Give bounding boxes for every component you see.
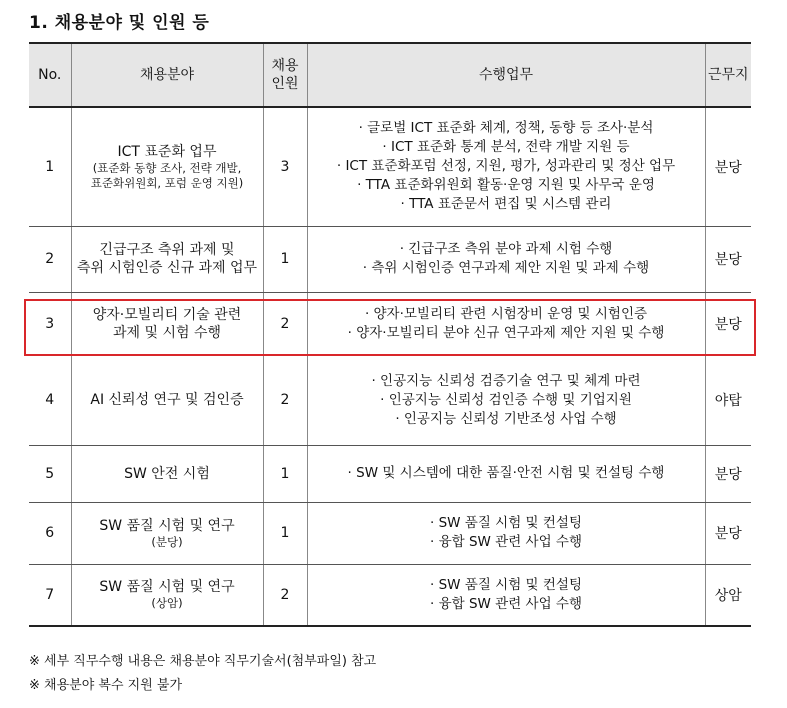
- row-number: 7: [29, 564, 71, 626]
- location-cell: 분당: [705, 445, 751, 502]
- location-cell: 분당: [705, 502, 751, 564]
- duty-item: · TTA 표준문서 편집 및 시스템 관리: [400, 196, 612, 213]
- table-row: [29, 564, 751, 626]
- headcount-cell: 1: [263, 226, 307, 292]
- row-number: 5: [29, 445, 71, 502]
- field-name-line: 측위 시험인증 신규 과제 업무: [76, 260, 258, 276]
- field-name-line: 과제 및 시험 수행: [112, 324, 222, 341]
- section-title: 1. 채용분야 및 인원 등: [29, 13, 210, 33]
- headcount-cell: 2: [263, 292, 307, 355]
- duty-item: · 인공지능 신뢰성 검증기술 연구 및 체계 마련: [371, 372, 641, 389]
- field-name-line: 양자·모빌리티 기술 관련: [92, 306, 242, 323]
- headcount-cell: 2: [263, 564, 307, 626]
- headcount-cell: 3: [263, 107, 307, 226]
- field-name-line: SW 안전 시험: [124, 465, 210, 482]
- row-number: 2: [29, 226, 71, 292]
- note-item: ※ 채용분야 복수 지원 불가: [29, 678, 183, 693]
- row-number: 4: [29, 355, 71, 445]
- field-cell: [71, 564, 263, 626]
- duty-item: · 융합 SW 관련 사업 수행: [430, 595, 582, 612]
- table-row: [29, 502, 751, 564]
- duties-cell: [307, 564, 705, 626]
- duty-item: · SW 품질 시험 및 컨설팅: [430, 576, 582, 593]
- row-number: 6: [29, 502, 71, 564]
- duty-item: · 인공지능 신뢰성 기반조성 사업 수행: [395, 410, 617, 427]
- headcount-cell: 1: [263, 445, 307, 502]
- location-cell: 야탑: [705, 355, 751, 445]
- duty-item: · 융합 SW 관련 사업 수행: [430, 534, 582, 550]
- notes: [29, 650, 376, 698]
- duties-cell: [307, 355, 705, 445]
- field-detail-line: (분당): [151, 534, 183, 549]
- field-cell: [71, 355, 263, 445]
- header-location: 근무지: [705, 43, 751, 107]
- location-cell: 분당: [705, 292, 751, 355]
- field-name-line: SW 품질 시험 및 연구: [99, 579, 235, 596]
- highlight-box: [24, 299, 756, 356]
- table-row: [29, 445, 751, 502]
- duty-item: · 양자·모빌리티 관련 시험장비 운영 및 시험인증: [364, 305, 648, 322]
- field-cell: [71, 502, 263, 564]
- field-detail-line: 표준화위원회, 포럼 운영 지원): [90, 175, 244, 190]
- header-count: [263, 43, 307, 107]
- field-cell: [71, 226, 263, 292]
- note-item: ※ 세부 직무수행 내용은 채용분야 직무기술서(첨부파일) 참고: [29, 654, 377, 669]
- field-cell: [71, 107, 263, 226]
- table-header-row: [29, 43, 751, 107]
- header-duties: 수행업무: [307, 43, 705, 107]
- duty-item: · TTA 표준화위원회 활동·운영 지원 및 사무국 운영: [357, 177, 655, 194]
- duty-item: · 측위 시험인증 연구과제 제안 지원 및 과제 수행: [362, 260, 650, 276]
- table-row: [29, 355, 751, 445]
- field-cell: [71, 445, 263, 502]
- row-number: 1: [29, 107, 71, 226]
- headcount-cell: 1: [263, 502, 307, 564]
- duties-cell: [307, 226, 705, 292]
- field-name-line: 긴급구조 측위 과제 및: [99, 242, 235, 258]
- duty-item: · SW 및 시스템에 대한 품질·안전 시험 및 컨설팅 수행: [347, 465, 665, 481]
- field-name-line: ICT 표준화 업무: [117, 143, 217, 160]
- table-row: [29, 107, 751, 226]
- duty-item: · 긴급구조 측위 분야 과제 시험 수행: [399, 241, 613, 257]
- duty-item: · 글로벌 ICT 표준화 체계, 정책, 동향 등 조사·분석: [358, 120, 654, 137]
- field-detail-line: (표준화 동향 조사, 전략 개발,: [92, 160, 242, 175]
- field-name-line: SW 품질 시험 및 연구: [99, 517, 235, 534]
- duties-cell: [307, 445, 705, 502]
- field-detail-line: (상암): [151, 596, 183, 611]
- header-field: 채용분야: [71, 43, 263, 107]
- duty-item: · 인공지능 신뢰성 검인증 수행 및 기업지원: [380, 391, 632, 408]
- field-name-line: AI 신뢰성 연구 및 검인증: [90, 392, 244, 408]
- header-count-line2: 인원: [271, 76, 299, 92]
- table-row: [29, 226, 751, 292]
- duty-item: · ICT 표준화포럼 선정, 지원, 평가, 성과관리 및 정산 업무: [336, 158, 676, 175]
- duty-item: · 양자·모빌리티 분야 신규 연구과제 제안 지원 및 수행: [347, 324, 665, 341]
- location-cell: 분당: [705, 107, 751, 226]
- location-cell: 분당: [705, 226, 751, 292]
- header-no: No.: [29, 43, 71, 107]
- duty-item: · SW 품질 시험 및 컨설팅: [430, 515, 582, 531]
- headcount-cell: 2: [263, 355, 307, 445]
- duty-item: · ICT 표준화 통계 분석, 전략 개발 지원 등: [382, 139, 630, 156]
- duties-cell: [307, 502, 705, 564]
- duties-cell: [307, 107, 705, 226]
- row-number: 3: [29, 292, 71, 355]
- header-count-line1: 채용: [271, 58, 299, 74]
- location-cell: 상암: [705, 564, 751, 626]
- table-body: [29, 107, 751, 626]
